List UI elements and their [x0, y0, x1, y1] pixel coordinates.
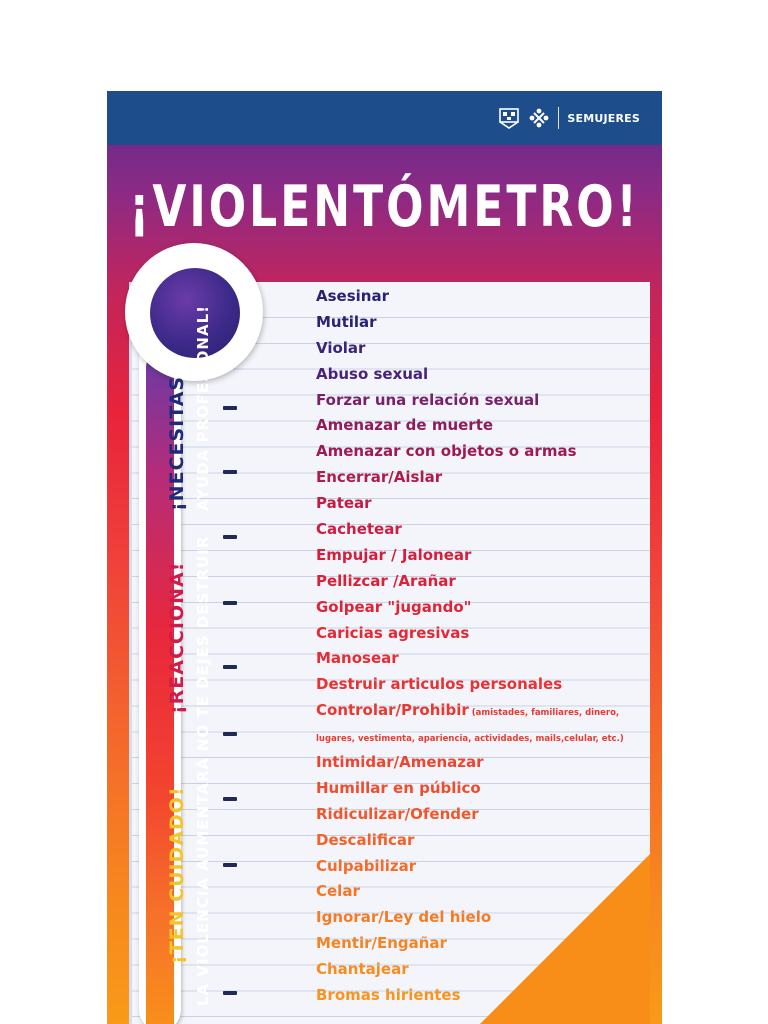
violence-item — [316, 672, 624, 698]
violence-item-note: (amistades, familiares, dinero, — [468, 708, 620, 719]
thermometer-tick — [223, 535, 237, 539]
violence-item — [316, 465, 624, 491]
violence-item — [316, 931, 624, 957]
thermometer-tick — [223, 601, 237, 605]
violence-item — [316, 724, 624, 750]
semujeres-mark-icon — [528, 107, 550, 129]
violence-item-label: Amenazar de muerte — [316, 416, 494, 435]
level-low-headline: ¡TEN CUIDADO! — [166, 786, 188, 964]
violence-item-label: Chantajear — [316, 960, 409, 979]
violence-item — [316, 595, 624, 621]
violence-item-label: Abuso sexual — [316, 364, 429, 383]
violence-item-label: Mentir/Engañar — [316, 934, 447, 953]
violence-item-label: Golpear "jugando" — [316, 597, 472, 616]
violence-item — [316, 517, 624, 543]
violence-list — [316, 284, 624, 1009]
violence-item — [316, 362, 624, 388]
violence-item-label: Humillar en público — [316, 778, 481, 797]
thermometer-tick — [223, 665, 237, 669]
violentometro-poster — [107, 91, 662, 1024]
violence-item-label: Encerrar/Aislar — [316, 468, 443, 487]
violence-item-label: Caricias agresivas — [316, 623, 470, 642]
violence-item-label: Intimidar/Amenazar — [316, 753, 484, 772]
violence-item — [316, 491, 624, 517]
violence-item-label: Cachetear — [316, 520, 402, 539]
thermometer-tick — [223, 470, 237, 474]
violence-item — [316, 854, 624, 880]
violence-item-label: Destruir articulos personales — [316, 675, 563, 694]
violence-item — [316, 698, 624, 724]
level-low-subtext: LA VIOLENCIA AUMENTARÁ — [194, 757, 212, 1006]
violence-item-label: Amenazar con objetos o armas — [316, 442, 577, 461]
violence-item — [316, 413, 624, 439]
violence-item — [316, 543, 624, 569]
violence-item-label: Violar — [316, 338, 366, 357]
violence-item — [316, 776, 624, 802]
violence-item — [316, 388, 624, 414]
thermometer-tick — [223, 863, 237, 867]
violence-item-label: Mutilar — [316, 312, 377, 331]
thermometer-tick — [223, 797, 237, 801]
level-mid-headline: ¡REACCIONA! — [166, 561, 188, 714]
violence-item-label: Ignorar/Ley del hielo — [316, 908, 492, 927]
violence-item-note: lugares, vestimenta, apariencia, actividades, mails,celular, etc.) — [316, 734, 624, 745]
violence-item — [316, 569, 624, 595]
violence-item — [316, 310, 624, 336]
violence-item — [316, 284, 624, 310]
violence-item-label: Patear — [316, 494, 372, 513]
poster-title: ¡VIOLENTÓMETRO! — [129, 173, 640, 241]
violence-item-label: Manosear — [316, 649, 399, 668]
thermometer-tick — [223, 732, 237, 736]
violence-item-label: Descalificar — [316, 830, 415, 849]
violence-item — [316, 905, 624, 931]
logo-divider — [558, 107, 559, 129]
thermometer-tick — [223, 406, 237, 410]
violence-item-label: Controlar/Prohibir — [316, 701, 469, 720]
violence-item — [316, 828, 624, 854]
violence-item-label: Bromas hirientes — [316, 986, 461, 1005]
level-high-subtext: AYUDA PROFESIONAL! — [194, 305, 212, 511]
violence-item-label: Pellizcar /Arañar — [316, 571, 456, 590]
thermometer-tick — [223, 991, 237, 995]
violence-item — [316, 439, 624, 465]
violence-item-label: Empujar / Jalonear — [316, 545, 472, 564]
brand-logos — [498, 105, 640, 131]
violence-item — [316, 983, 624, 1009]
header-bar — [107, 91, 662, 145]
level-high-headline: ¡NECESITAS — [166, 375, 188, 511]
violence-item-label: Asesinar — [316, 287, 389, 305]
violence-item — [316, 621, 624, 647]
violence-item-label: Ridiculizar/Ofender — [316, 804, 479, 823]
level-mid-subtext: NO TE DEJES DESTRUIR — [194, 535, 212, 751]
cdmx-shield-icon — [498, 107, 520, 129]
violence-item — [316, 336, 624, 362]
violence-item — [316, 802, 624, 828]
violence-item — [316, 646, 624, 672]
violence-item-label: Culpabilizar — [316, 856, 417, 875]
violence-item — [316, 750, 624, 776]
violence-item — [316, 879, 624, 905]
brand-name: SEMUJERES — [567, 111, 640, 125]
violence-item-label: Celar — [316, 882, 360, 901]
violence-item — [316, 957, 624, 983]
violence-item-label: Forzar una relación sexual — [316, 390, 540, 409]
